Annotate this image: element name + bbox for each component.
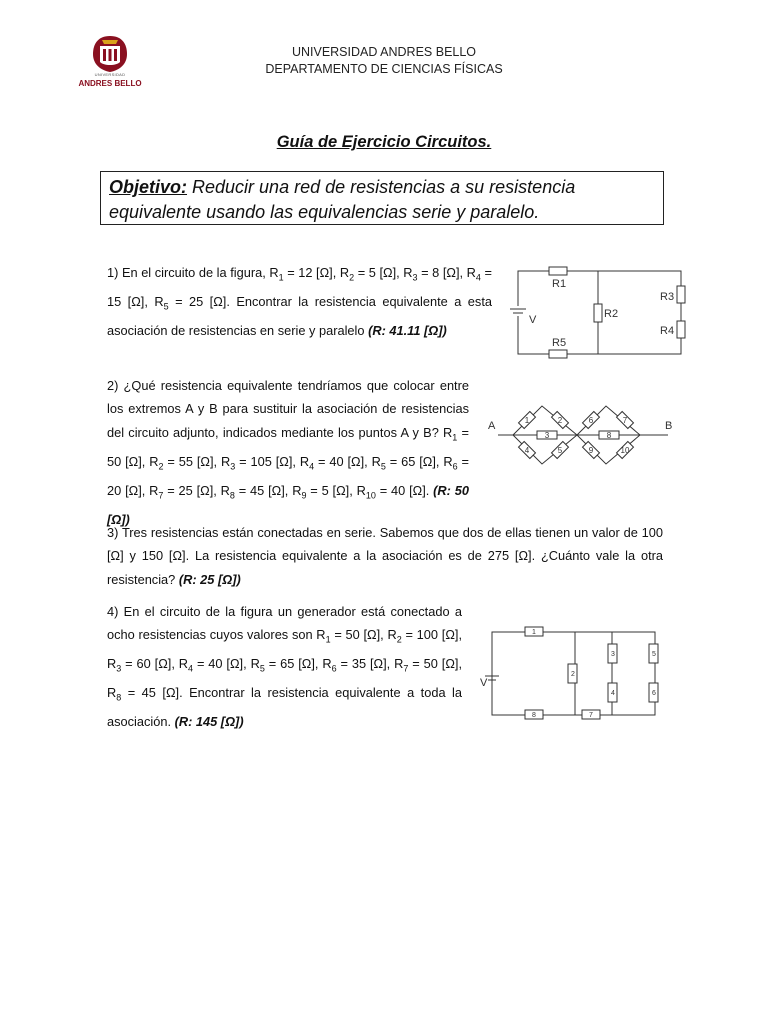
text-run: = 40 [Ω], R bbox=[193, 656, 260, 672]
subscript: 3 bbox=[230, 461, 236, 472]
objective-box bbox=[100, 171, 664, 225]
circuit-2-label-r9: 9 bbox=[588, 446, 594, 455]
text-run: 1) En el circuito de la figura, R bbox=[107, 265, 279, 280]
circuit-2-label-r8: 8 bbox=[606, 431, 612, 440]
text-run: = 50 [Ω], R bbox=[107, 656, 463, 701]
subscript: 6 bbox=[331, 663, 337, 674]
university-name: UNIVERSIDAD ANDRES BELLO bbox=[291, 45, 477, 59]
objective-label: Objetivo: bbox=[109, 177, 188, 197]
subscript: 4 bbox=[309, 461, 315, 472]
subscript: 5 bbox=[163, 301, 169, 312]
text-run: = 50 [Ω], R bbox=[107, 424, 469, 469]
subscript: 2 bbox=[349, 272, 355, 283]
circuit-1-label-r1: R1 bbox=[552, 278, 567, 290]
circuit-3-label-r3: 3 bbox=[611, 651, 615, 658]
text-run: = 65 [Ω], R bbox=[264, 656, 332, 672]
circuit-2-diagram bbox=[485, 396, 685, 476]
circuit-3-label-r1: 1 bbox=[532, 629, 536, 636]
circuit-1-label-r2: R2 bbox=[604, 308, 619, 320]
objective-text: Reducir una red de resistencias a su resistencia equivalente usando las equivalencias serie y paralelo. bbox=[109, 177, 576, 222]
subscript: 3 bbox=[412, 272, 418, 283]
circuit-1-label-r3: R3 bbox=[660, 291, 675, 303]
circuit-3-label-r5: 5 bbox=[652, 651, 656, 658]
circuit-1-label-r5: R5 bbox=[552, 337, 567, 349]
circuit-3-diagram bbox=[478, 624, 678, 724]
text-run: = 5 [Ω], R bbox=[354, 265, 413, 280]
text-run: 2) ¿Qué resistencia equivalente tendríamos que colocar entre los extremos A y B para sustituir la asociación de resistencias del circuito adjunto, indicados mediante los puntos A y B? R bbox=[107, 378, 469, 440]
exercise-4-text bbox=[107, 600, 462, 734]
text-run: = 100 [Ω], R bbox=[107, 627, 463, 672]
circuit-2-label-r1: 1 bbox=[524, 416, 530, 425]
text-run: = 20 [Ω], R bbox=[107, 453, 469, 498]
text-run: 4) En el circuito de la figura un generador está conectado a ocho resistencias cuyos valores son R bbox=[107, 604, 462, 643]
circuit-2-label-r2: 2 bbox=[557, 416, 563, 425]
text-run: = 55 [Ω], R bbox=[163, 453, 231, 469]
logo-caption-university: UNIVERSIDAD bbox=[94, 72, 126, 77]
subscript: 7 bbox=[158, 490, 164, 501]
page-title: Guía de Ejercicio Circuitos. bbox=[276, 133, 492, 151]
text-run: = 50 [Ω], R bbox=[330, 627, 397, 643]
text-run: = 25 [Ω]. Encontrar la resistencia equivalente a esta asociación de resistencias en serie y paralelo bbox=[107, 293, 492, 338]
answer: (R: 50 [Ω]) bbox=[107, 482, 469, 527]
text-run: = 40 [Ω]. bbox=[375, 482, 434, 498]
department-name: DEPARTAMENTO DE CIENCIAS FÍSICAS bbox=[265, 62, 503, 76]
subscript: 5 bbox=[380, 461, 386, 472]
subscript: 7 bbox=[403, 663, 409, 674]
subscript: 2 bbox=[158, 461, 164, 472]
circuit-2-label-b: B bbox=[665, 420, 673, 432]
circuit-3-label-r6: 6 bbox=[652, 690, 656, 697]
text-run: = 8 [Ω], R bbox=[417, 265, 476, 280]
subscript: 9 bbox=[301, 490, 307, 501]
text-run: = 5 [Ω], R bbox=[306, 482, 366, 498]
text-run: = 65 [Ω], R bbox=[385, 453, 453, 469]
text-run: = 15 [Ω], R bbox=[107, 265, 492, 309]
subscript: 1 bbox=[452, 432, 458, 443]
subscript: 4 bbox=[188, 663, 194, 674]
text-run: = 25 [Ω], R bbox=[163, 482, 230, 498]
circuit-2-label-r6: 6 bbox=[588, 416, 594, 425]
exercise-3-text bbox=[107, 521, 663, 591]
circuit-3-label-r4: 4 bbox=[611, 690, 615, 697]
text-run: 3) Tres resistencias están conectadas en serie. Sabemos que dos de ellas tienen un valor de 100 [Ω] y 150 [Ω]. La resistencia equivalente a la asociación es de 275 [Ω]. ¿Cuánto vale la otra resistencia? bbox=[107, 525, 663, 587]
text-run: = 45 [Ω]. Encontrar la resistencia equivalente a toda la asociación. bbox=[107, 685, 462, 730]
circuit-2-label-r3: 3 bbox=[544, 431, 550, 440]
circuit-3-label-r2: 2 bbox=[571, 671, 575, 678]
logo-caption-andres-bello: ANDRES BELLO bbox=[78, 79, 142, 88]
subscript: 1 bbox=[278, 272, 284, 283]
exercise-1-text bbox=[107, 261, 492, 342]
circuit-1-label-r4: R4 bbox=[660, 325, 675, 337]
text-run: = 105 [Ω], R bbox=[235, 453, 310, 469]
circuit-2-label-r4: 4 bbox=[524, 446, 530, 455]
circuit-2-label-r5: 5 bbox=[557, 446, 563, 455]
circuit-1-diagram bbox=[500, 262, 700, 362]
answer: (R: 25 [Ω]) bbox=[178, 571, 241, 587]
text-run: = 40 [Ω], R bbox=[314, 453, 381, 469]
subscript: 8 bbox=[116, 692, 122, 703]
answer: (R: 145 [Ω]) bbox=[174, 714, 244, 730]
subscript: 1 bbox=[325, 634, 331, 645]
circuit-2-label-r10: 10 bbox=[620, 446, 630, 455]
circuit-1-label-v: V bbox=[529, 314, 537, 326]
subscript: 3 bbox=[116, 663, 122, 674]
subscript: 2 bbox=[396, 634, 402, 645]
subscript: 5 bbox=[259, 663, 265, 674]
answer: (R: 41.11 [Ω]) bbox=[368, 322, 447, 338]
subscript: 10 bbox=[365, 490, 376, 501]
text-run: = 45 [Ω], R bbox=[234, 482, 302, 498]
circuit-3-label-v: V bbox=[480, 677, 488, 689]
circuit-3-label-r8: 8 bbox=[532, 712, 536, 719]
text-run: = 60 [Ω], R bbox=[121, 656, 189, 672]
text-run: = 35 [Ω], R bbox=[336, 656, 404, 672]
circuit-3-label-r7: 7 bbox=[589, 712, 593, 719]
subscript: 8 bbox=[229, 490, 235, 501]
circuit-2-label-a: A bbox=[488, 420, 496, 432]
subscript: 4 bbox=[475, 272, 481, 283]
subscript: 6 bbox=[452, 461, 458, 472]
exercise-2-text bbox=[107, 374, 469, 531]
circuit-2-label-r7: 7 bbox=[622, 416, 628, 425]
text-run: = 12 [Ω], R bbox=[283, 265, 350, 280]
